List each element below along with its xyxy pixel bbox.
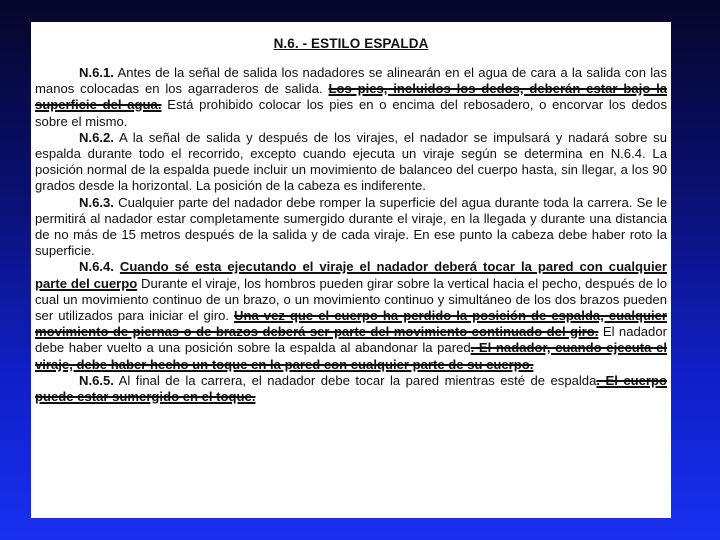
rule-text: Durante el viraje, los hombros pueden girar sobre la vertical hacia el pecho, después de lo cual un movimiento continuo de un brazo, o un movimiento continuo y simultáneo de los dos brazos pueden ser utilizados para iniciar el giro. [35, 275, 667, 324]
rule-number: N.6.5. [79, 372, 114, 388]
rule-text: Está prohibido colocar los pies en o encima del rebosadero, o encorvar los dedos sobre el mismo. [35, 97, 667, 129]
rule-text: A la señal de salida y después de los virajes, el nadador se impulsará y nadará sobre su espalda durante todo el recorrido, excepto cuando ejecuta un viraje según se determina en N.6.4. La posición normal de la espalda puede incluir un movimiento de balanceo del cuerpo hasta, sin llegar, a los 90 grados desde la horizontal. La posición de la cabeza es indiferente. [35, 129, 667, 194]
rule-text: Antes de la señal de salida los nadadores se alinearán en el agua de cara a la salida con las manos colocadas en los agarraderos de salida. [35, 65, 667, 97]
highlighted-rule-text: . El nadador, cuando ejecuta el viraje, debe haber hecho un toque en la pared con cualquier parte de su cuerpo. [35, 340, 667, 372]
rule-text: Cualquier parte del nadador debe romper la superficie del agua durante toda la carrera. Se le permitirá al nadador estar completamente sumergido durante el viraje, en la llegada y durante una distancia de no más de 15 metros después de la salida y de cada viraje. En ese punto la cabeza debe haber roto la superficie. [35, 194, 667, 259]
rule-paragraph [35, 130, 667, 195]
rule-number: N.6.1. [79, 65, 114, 80]
slide-page [31, 22, 671, 518]
rule-text: Al final de la carrera, el nadador debe tocar la pared mientras esté de espalda [113, 372, 597, 388]
highlighted-rule-text: Cuando sé esta ejecutando el viraje el nadador deberá tocar la pared con cualquier parte del cuerpo [35, 259, 667, 291]
rule-paragraph [35, 65, 667, 130]
rule-paragraph [35, 195, 667, 260]
highlighted-rule-text: Una vez que el cuerpo ha perdido la posición de espalda, cualquier movimiento de piernas o de brazos deberá ser parte del movimiento continuado del giro. [35, 308, 667, 340]
highlighted-rule-text: . El cuerpo puede estar sumergido en el toque. [35, 372, 667, 405]
rule-number: N.6.3. [79, 194, 114, 210]
rule-paragraph [35, 373, 667, 405]
rule-number: N.6.4. [79, 259, 114, 275]
rule-number: N.6.2. [79, 129, 114, 145]
page-title: N.6. - ESTILO ESPALDA [273, 36, 429, 51]
rule-paragraph [35, 259, 667, 372]
rule-text: El nadador debe haber vuelto a una posición sobre la espalda al abandonar la pared [35, 324, 667, 356]
rules-body [35, 65, 667, 405]
highlighted-rule-text: Los pies, incluidos los dedos, deberán estar bajo la superficie del agua. [35, 81, 667, 113]
